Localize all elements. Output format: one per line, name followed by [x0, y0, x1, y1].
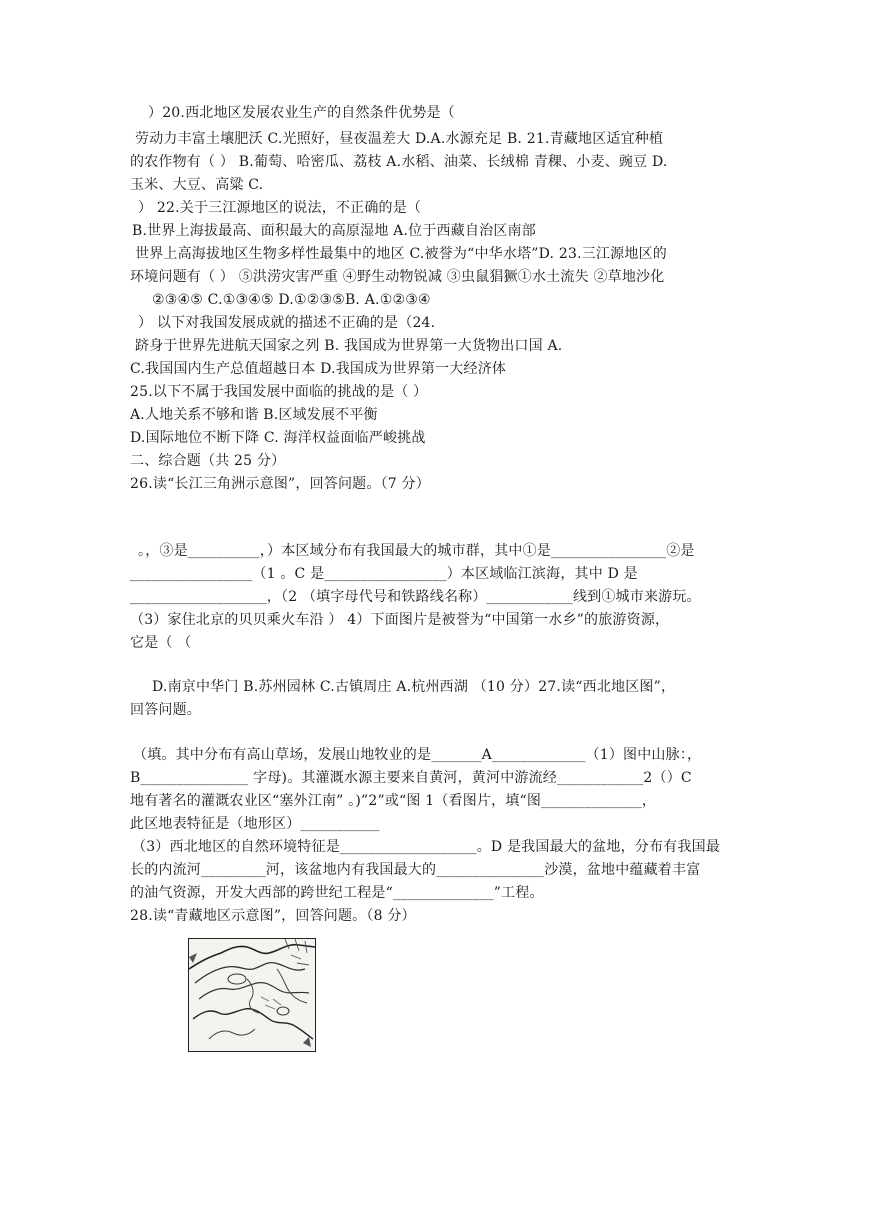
q27-blanks-line3: 地有著名的灌溉农业区“塞外江南” 。)”2”或“图 1（看图片，填“图______________，: [130, 793, 657, 809]
q25-options-cd: D.国际地位不断下降 C. 海洋权益面临严峻挑战: [130, 430, 426, 446]
qinghai-tibet-map-figure: [188, 938, 316, 1052]
q20-stem: ）20.西北地区发展农业生产的自然条件优势是（: [148, 105, 455, 121]
q26-blanks-line2: _________________（1 。C 是_________________）本区域临江滨海，其中 D 是: [130, 566, 638, 582]
q24-stem: ） 以下对我国发展成就的描述不正确的是（24.: [138, 315, 436, 331]
q26-stem: 26.读“长江三角洲示意图”，回答问题。（7 分）: [130, 476, 430, 492]
section-heading: 二、综合题（共 25 分）: [130, 453, 286, 469]
q27-blanks-line2: B_______________ 字母)。其灌溉水源主要来自黄河，黄河中游流经____________2（）C: [130, 770, 692, 786]
q28-stem: 28.读“青藏地区示意图”，回答问题。（8 分）: [130, 908, 416, 924]
q26-blanks-line4: （3）家住北京的贝贝乘火车沿 ） 4）下面图片是被誉为“中国第一水乡”的旅游资源，: [130, 612, 670, 628]
q25-stem: 25.以下不属于我国发展中面临的挑战的是（ ）: [130, 384, 428, 400]
q25-options-ab: A.人地关系不够和谐 B.区域发展不平衡: [130, 407, 378, 423]
map-sketch: [189, 939, 315, 1051]
q22-options-cd-q23-stem: 世界上高海拔地区生物多样性最集中的地区 C.被誉为“中华水塔”D. 23.三江源地区的: [135, 246, 667, 262]
q21-option-c: 玉米、大豆、高粱 C.: [130, 177, 264, 193]
q23-items: 环境问题有（ ） ⑤洪涝灾害严重 ④野生动物锐减 ③虫鼠猖獗①水土流失 ②草地沙化: [130, 269, 665, 285]
q27-blanks-line5: （3）西北地区的自然环境特征是___________________。D 是我国最大的盆地，分布有我国最: [132, 839, 720, 855]
q22-options-ab: B.世界上海拔最高、面积最大的高原湿地 A.位于西藏自治区南部: [132, 223, 536, 239]
q20-options-q21-stem: 劳动力丰富土壤肥沃 C.光照好，昼夜温差大 D.A.水源充足 B. 21.青藏地区适宜种植: [135, 131, 664, 147]
q27-stem-cont: 回答问题。: [130, 702, 201, 718]
q26-blanks-line3: ___________________，（2 （填字母代号和铁路线名称）____________线到①城市来游玩。: [130, 589, 701, 605]
q27-blanks-line6: 长的内流河_________河，该盆地内有我国最大的_______________沙漠，盆地中蕴藏着丰富: [130, 862, 701, 878]
q24-options-cd: C.我国国内生产总值超越日本 D.我国成为世界第一大经济体: [130, 361, 507, 377]
q27-blanks-line4: 此区地表特征是（地形区）___________: [130, 816, 380, 832]
q27-blanks-line7: 的油气资源，开发大西部的跨世纪工程是“______________”工程。: [130, 885, 544, 901]
q27-blanks-line1: （填。其中分布有高山草场，发展山地牧业的是_______A_____________（1）图中山脉：，: [133, 747, 702, 763]
q26-blanks-line5: 它是（ （: [130, 635, 192, 651]
q22-stem: ） 22.关于三江源地区的说法，不正确的是（: [138, 200, 422, 216]
q24-options-ab: 跻身于世界先进航天国家之列 B. 我国成为世界第一大货物出口国 A.: [135, 338, 563, 354]
q23-options: ②③④⑤ C.①③④⑤ D.①②③⑤B. A.①②③④: [152, 292, 431, 308]
q21-options: 的农作物有（ ） B.葡萄、哈密瓜、荔枝 A.水稻、油菜、长绒棉 青稞、小麦、豌豆 D.: [130, 154, 668, 170]
q26-blanks-line1: 。，③是__________，）本区域分布有我国最大的城市群，其中①是________________②是: [138, 543, 695, 559]
q26-options-q27-stem: D.南京中华门 B.苏州园林 C.古镇周庄 A.杭州西湖 （10 分）27.读“西北地区图”，: [152, 679, 676, 695]
